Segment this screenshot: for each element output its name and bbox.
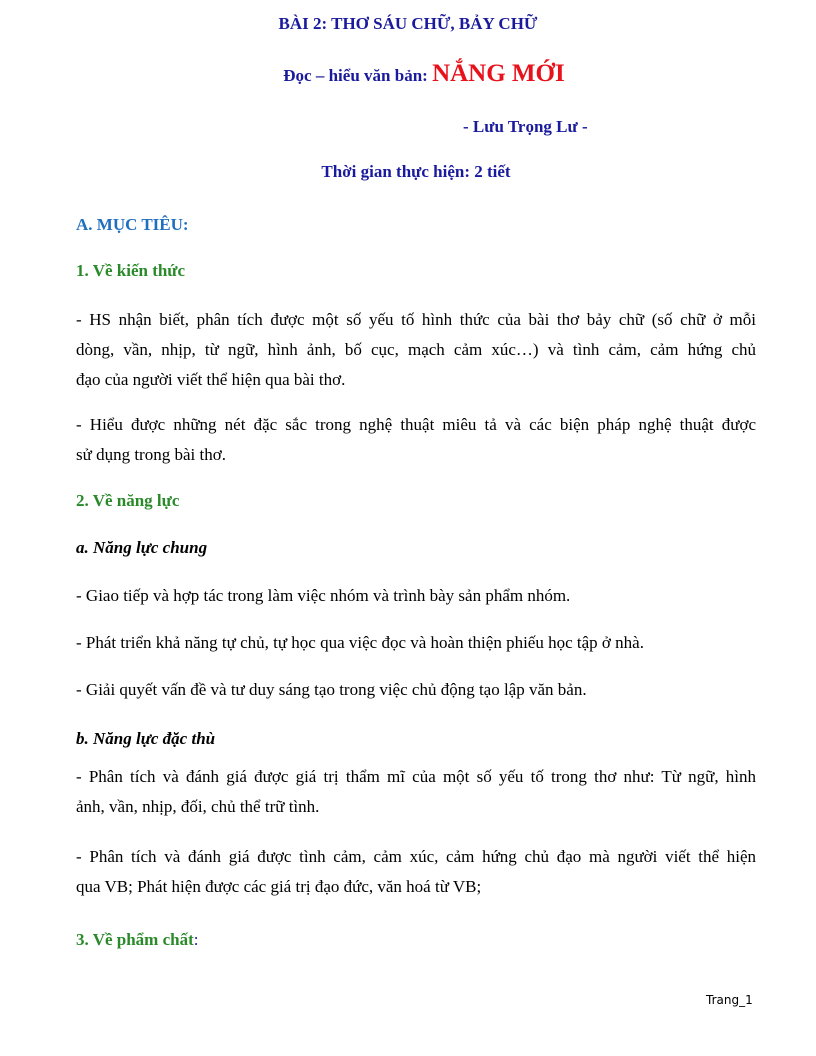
general-competence-heading: a. Năng lực chung: [76, 538, 208, 557]
reading-subtitle: [0, 60, 816, 88]
paragraph-line: - HS nhận biết, phân tích được một số yếu tố hình thức của bài thơ bảy chữ (số chữ ở mỗi: [76, 310, 756, 329]
knowledge-heading: 1. Về kiến thức: [76, 261, 186, 280]
specific-competence-heading: b. Năng lực đặc thù: [76, 729, 216, 748]
specific-paragraph-2: [76, 842, 756, 902]
work-title: NẮNG MỚI: [432, 60, 565, 87]
lesson-title: BÀI 2: THƠ SÁU CHỮ, BẢY CHỮ: [278, 14, 538, 33]
general-item-1: - Giao tiếp và hợp tác trong làm việc nhóm và trình bày sản phẩm nhóm.: [76, 586, 571, 605]
general-item-2: - Phát triển khả năng tự chủ, tự học qua việc đọc và hoàn thiện phiếu học tập ở nhà.: [76, 633, 644, 652]
paragraph-line: - Phân tích và đánh giá được tình cảm, cảm xúc, cảm hứng chủ đạo mà người viết thể hiện: [76, 847, 756, 866]
paragraph-line: qua VB; Phát hiện được các giá trị đạo đức, văn hoá từ VB;: [76, 877, 482, 896]
qualities-colon: :: [193, 930, 199, 949]
competence-heading: 2. Về năng lực: [76, 491, 180, 510]
knowledge-paragraph-2: [76, 410, 756, 470]
paragraph-line: ảnh, vần, nhịp, đối, chủ thể trữ tình.: [76, 797, 320, 816]
author-line: - Lưu Trọng Lư -: [463, 117, 588, 136]
knowledge-paragraph-1: [76, 305, 756, 395]
paragraph-line: - Hiểu được những nét đặc sắc trong nghệ thuật miêu tả và các biện pháp nghệ thuật được: [76, 415, 756, 434]
qualities-heading-text: 3. Về phẩm chất: [76, 930, 194, 949]
reading-label: Đọc – hiểu văn bản:: [283, 66, 433, 85]
paragraph-line: dòng, vần, nhịp, từ ngữ, hình ảnh, bố cục, mạch cảm xúc…) và tình cảm, cảm hứng chủ: [76, 340, 756, 359]
page-number: Trang_1: [706, 993, 753, 1007]
paragraph-line: sử dụng trong bài thơ.: [76, 445, 226, 464]
paragraph-line: - Phân tích và đánh giá được giá trị thẩm mĩ của một số yếu tố trong thơ như: Từ ngữ, hình: [76, 767, 756, 786]
specific-paragraph-1: [76, 762, 756, 822]
duration-line: Thời gian thực hiện: 2 tiết: [321, 162, 511, 181]
general-item-3: - Giải quyết vấn đề và tư duy sáng tạo trong việc chủ động tạo lập văn bản.: [76, 680, 587, 699]
paragraph-line: đạo của người viết thể hiện qua bài thơ.: [76, 370, 346, 389]
qualities-heading: [76, 930, 198, 950]
section-a-heading: A. MỤC TIÊU:: [76, 215, 189, 234]
